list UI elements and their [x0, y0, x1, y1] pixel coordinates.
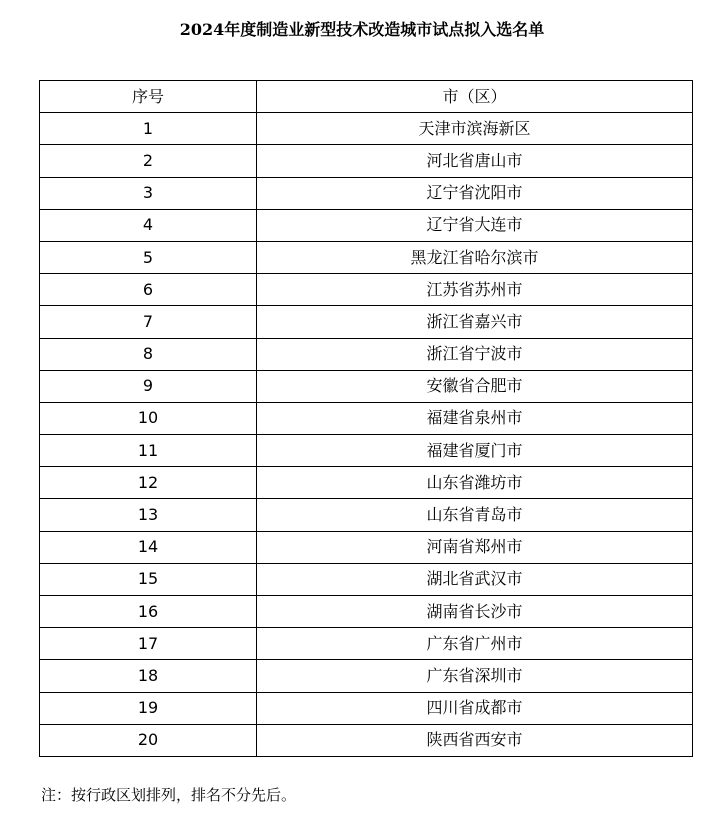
row-index: 14 — [40, 531, 257, 563]
table-row — [40, 724, 693, 756]
table-row — [40, 113, 693, 145]
row-city: 浙江省宁波市 — [257, 338, 693, 370]
row-city: 山东省潍坊市 — [257, 467, 693, 499]
row-index: 5 — [40, 241, 257, 273]
table-row — [40, 435, 693, 467]
row-city: 湖北省武汉市 — [257, 563, 693, 595]
row-city: 河南省郑州市 — [257, 531, 693, 563]
row-index: 3 — [40, 177, 257, 209]
row-city: 天津市滨海新区 — [257, 113, 693, 145]
city-list-table — [39, 80, 693, 757]
row-city: 福建省厦门市 — [257, 435, 693, 467]
table-row — [40, 274, 693, 306]
row-index: 16 — [40, 596, 257, 628]
row-index: 7 — [40, 306, 257, 338]
table-row — [40, 145, 693, 177]
table-row — [40, 402, 693, 434]
row-city: 山东省青岛市 — [257, 499, 693, 531]
row-city: 辽宁省沈阳市 — [257, 177, 693, 209]
row-index: 1 — [40, 113, 257, 145]
document-title: 2024年度制造业新型技术改造城市试点拟入选名单 — [179, 20, 545, 39]
row-city: 湖南省长沙市 — [257, 596, 693, 628]
row-index: 17 — [40, 628, 257, 660]
row-city: 广东省深圳市 — [257, 660, 693, 692]
row-city: 福建省泉州市 — [257, 402, 693, 434]
table-row — [40, 306, 693, 338]
table-row — [40, 338, 693, 370]
row-index: 11 — [40, 435, 257, 467]
row-city: 安徽省合肥市 — [257, 370, 693, 402]
table-header-row — [40, 81, 693, 113]
row-index: 8 — [40, 338, 257, 370]
row-city: 广东省广州市 — [257, 628, 693, 660]
table-row — [40, 628, 693, 660]
column-header-index: 序号 — [40, 81, 257, 113]
column-header-city: 市（区） — [257, 81, 693, 113]
table-row — [40, 563, 693, 595]
row-city: 四川省成都市 — [257, 692, 693, 724]
row-index: 4 — [40, 209, 257, 241]
row-index: 12 — [40, 467, 257, 499]
row-city: 河北省唐山市 — [257, 145, 693, 177]
row-city: 黑龙江省哈尔滨市 — [257, 241, 693, 273]
row-index: 18 — [40, 660, 257, 692]
row-city: 陕西省西安市 — [257, 724, 693, 756]
table-row — [40, 370, 693, 402]
row-index: 20 — [40, 724, 257, 756]
row-city: 辽宁省大连市 — [257, 209, 693, 241]
table-row — [40, 177, 693, 209]
table-row — [40, 692, 693, 724]
row-index: 19 — [40, 692, 257, 724]
table-row — [40, 209, 693, 241]
row-index: 9 — [40, 370, 257, 402]
row-index: 6 — [40, 274, 257, 306]
table-row — [40, 467, 693, 499]
row-city: 浙江省嘉兴市 — [257, 306, 693, 338]
table-row — [40, 660, 693, 692]
row-index: 2 — [40, 145, 257, 177]
table-row — [40, 499, 693, 531]
row-index: 10 — [40, 402, 257, 434]
table-row — [40, 531, 693, 563]
row-index: 15 — [40, 563, 257, 595]
table-row — [40, 241, 693, 273]
row-index: 13 — [40, 499, 257, 531]
table-row — [40, 596, 693, 628]
row-city: 江苏省苏州市 — [257, 274, 693, 306]
footnote: 注：按行政区划排列，排名不分先后。 — [41, 786, 297, 804]
